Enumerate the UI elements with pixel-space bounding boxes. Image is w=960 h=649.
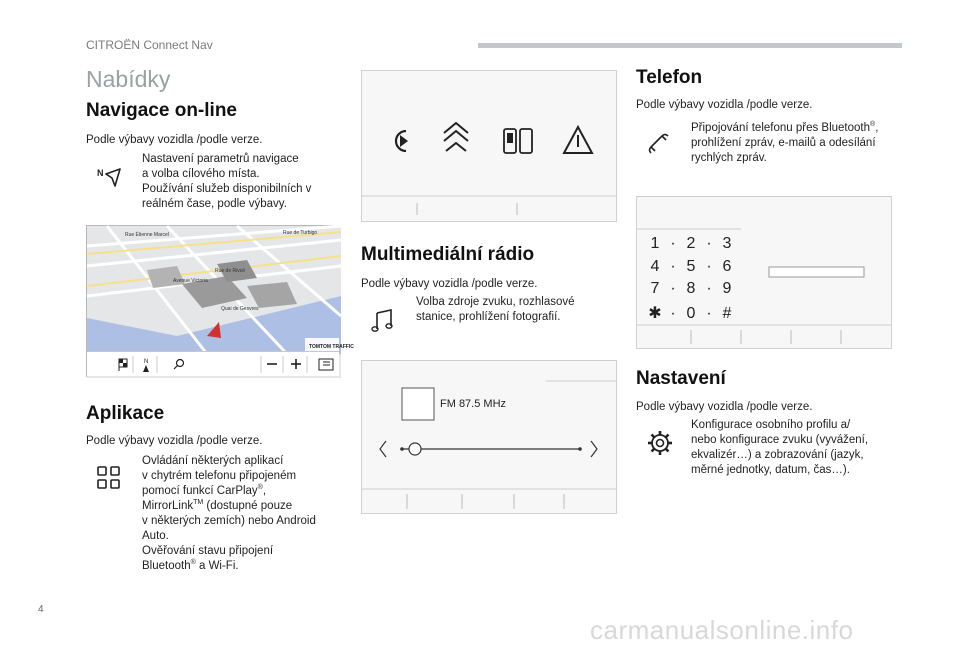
carplay-icon[interactable]	[396, 131, 408, 151]
zoom-in-icon[interactable]	[291, 359, 301, 369]
traffic-badge: TOMTOM TRAFFIC	[309, 344, 354, 350]
apps-section-title: Aplikace	[86, 403, 165, 424]
settings-desc-line: měrné jednotky, datum, čas…).	[691, 464, 850, 476]
apps-screen-icons	[362, 71, 616, 221]
phone-desc-line: Připojování telefonu přes Bluetooth®,	[691, 121, 879, 134]
north-arrow-icon[interactable]	[143, 359, 149, 372]
dial-separator: ·	[706, 235, 712, 252]
dial-key-2[interactable]: 2	[686, 235, 696, 252]
radio-desc-line: Volba zdroje zvuku, rozhlasové	[416, 296, 575, 308]
frequency-slider-handle[interactable]	[409, 443, 421, 455]
phone-subtitle: Podle výbavy vozidla /podle verze.	[636, 99, 813, 111]
phone-description	[691, 121, 878, 166]
dial-key-7[interactable]: 7	[650, 280, 660, 297]
dial-separator: ·	[670, 280, 676, 297]
apps-desc-line: Ověřování stavu připojení	[142, 545, 274, 557]
apps-desc-line: Bluetooth® a Wi-Fi.	[142, 559, 239, 572]
dial-key-4[interactable]: 4	[650, 258, 660, 275]
radio-desc-line: stanice, prohlížení fotografií.	[416, 311, 561, 323]
radio-subtitle: Podle výbavy vozidla /podle verze.	[361, 278, 538, 290]
dial-key-hash[interactable]: #	[722, 305, 732, 322]
nav-desc-line: reálném čase, podle výbavy.	[142, 198, 287, 210]
station-label: FM 87.5 MHz	[440, 398, 507, 410]
street-label: Rue de Rivoli	[215, 268, 245, 274]
dial-separator: ·	[670, 235, 676, 252]
street-label: Rue de Turbigo	[283, 230, 318, 236]
radio-description	[416, 295, 575, 325]
radio-screen	[361, 360, 617, 514]
dial-key-star[interactable]: ✱	[648, 305, 662, 322]
page-number: 4	[38, 604, 44, 615]
header-rule	[478, 43, 902, 48]
apps-grid-icon	[96, 465, 122, 491]
nav-desc-line: Používání služeb disponibilních v	[142, 183, 312, 195]
nav-section-title: Navigace on-line	[86, 100, 237, 121]
radio-section-title: Multimediální rádio	[361, 244, 535, 265]
dial-key-5[interactable]: 5	[686, 258, 696, 275]
connectivity-icon[interactable]	[564, 127, 592, 153]
map-menu-icon[interactable]	[319, 359, 333, 370]
settings-description	[691, 418, 868, 478]
phone-desc-line: prohlížení zpráv, e-mailů a odesílání	[691, 137, 876, 149]
apps-desc-line: v chytrém telefonu připojeném	[142, 470, 297, 482]
checkered-flag-icon[interactable]	[119, 359, 127, 371]
dial-key-8[interactable]: 8	[686, 280, 696, 297]
manual-title: CITROËN Connect Nav	[86, 38, 213, 52]
page-title: Nabídky	[86, 66, 171, 92]
dial-key-3[interactable]: 3	[722, 235, 732, 252]
apps-screen	[361, 70, 617, 222]
gear-icon	[646, 429, 674, 457]
nav-desc-line: Nastavení parametrů navigace	[142, 153, 299, 165]
apps-description	[142, 454, 316, 574]
dialed-number-field[interactable]	[769, 267, 864, 277]
apps-desc-line: v některých zemích) nebo Android	[142, 515, 316, 527]
nav-subtitle: Podle výbavy vozidla /podle verze.	[86, 134, 263, 146]
nav-desc-line: a volba cílového místa.	[142, 168, 260, 180]
next-station-icon[interactable]	[591, 441, 597, 457]
previous-station-icon[interactable]	[380, 441, 386, 457]
svg-text:N: N	[144, 359, 149, 365]
map-toolbar	[87, 351, 339, 376]
dialpad-row	[648, 280, 734, 298]
navigation-arrow-icon	[96, 166, 122, 192]
dial-key-1[interactable]: 1	[650, 235, 660, 252]
dial-separator: ·	[670, 305, 676, 322]
street-label: Avenue Victoria	[173, 278, 208, 284]
dial-separator: ·	[670, 258, 676, 275]
settings-subtitle: Podle výbavy vozidla /podle verze.	[636, 401, 813, 413]
navigation-map-screen	[86, 225, 354, 377]
phone-desc-line: rychlých zpráv.	[691, 152, 767, 164]
radio-screen-graphics	[362, 361, 616, 513]
dial-separator: ·	[706, 280, 712, 297]
dial-key-0[interactable]: 0	[686, 305, 696, 322]
dialpad-row	[648, 258, 734, 276]
apps-desc-line: MirrorLink™ (dostupné pouze	[142, 499, 293, 512]
phone-section-title: Telefon	[636, 67, 703, 88]
android-auto-icon[interactable]	[444, 123, 468, 151]
apps-desc-line: Auto.	[142, 530, 169, 542]
watermark: carmanualsonline.info	[590, 615, 854, 645]
dial-key-9[interactable]: 9	[722, 280, 732, 297]
street-label: Quai de Gesvres	[221, 306, 259, 312]
phone-handset-icon	[646, 131, 672, 157]
svg-text:N: N	[97, 168, 104, 178]
dialpad-row	[648, 235, 734, 253]
settings-section-title: Nastavení	[636, 368, 726, 389]
dial-key-6[interactable]: 6	[722, 258, 732, 275]
map-toolbar-icons	[87, 352, 341, 377]
apps-desc-line: Ovládání některých aplikací	[142, 455, 284, 467]
apps-desc-line: pomocí funkcí CarPlay®,	[142, 484, 267, 497]
street-label: Rue Étienne Marcel	[125, 232, 169, 238]
nav-description	[142, 152, 311, 212]
settings-desc-line: nebo konfigurace zvuku (vyvážení,	[691, 434, 869, 446]
dialpad-row	[648, 303, 734, 323]
apps-subtitle: Podle výbavy vozidla /podle verze.	[86, 435, 263, 447]
music-note-icon	[370, 307, 396, 333]
settings-desc-line: ekvalizér…) a zobrazování (jazyk,	[691, 449, 864, 461]
dial-separator: ·	[706, 258, 712, 275]
search-icon[interactable]	[174, 360, 184, 370]
dial-separator: ·	[706, 305, 712, 322]
mirrorlink-icon[interactable]	[504, 129, 532, 153]
settings-desc-line: Konfigurace osobního profilu a/	[691, 419, 851, 431]
